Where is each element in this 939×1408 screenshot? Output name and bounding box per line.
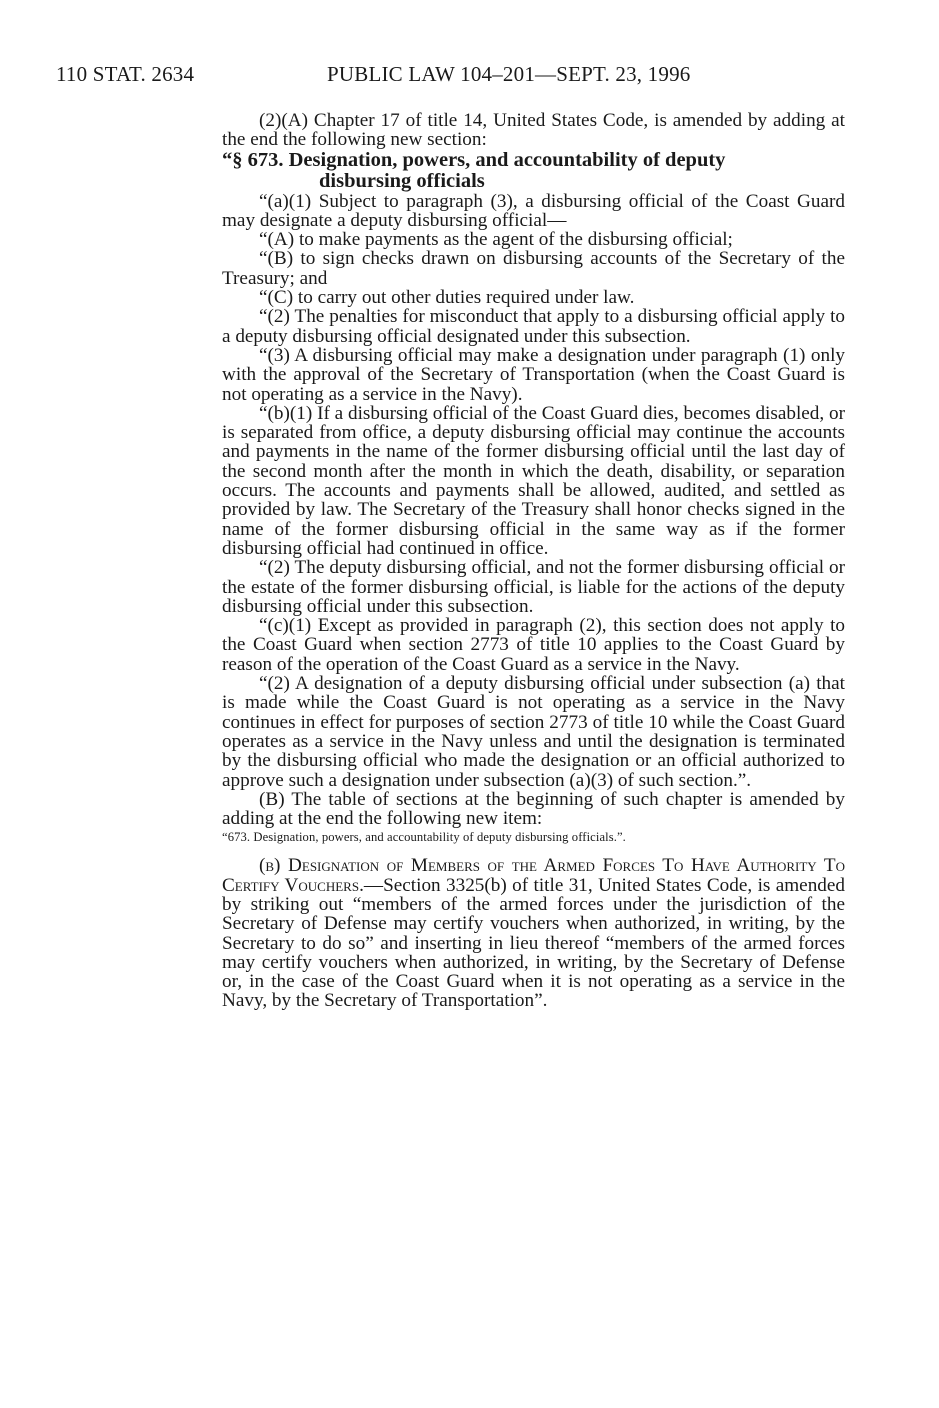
- paragraph-a1-A: “(A) to make payments as the agent of the disbursing official;: [259, 229, 733, 251]
- paragraph-a3: “(3) A disbursing official may make a designation under paragraph (1) only with the approval of the Secretary of Transportation (when the Coast Guard is not operating as a service in the Navy).: [222, 344, 845, 405]
- paragraph-a1-B: “(B) to sign checks drawn on disbursing accounts of the Secretary of the Treasury; and: [222, 248, 845, 289]
- section-heading-line1: “§ 673. Designation, powers, and accountability of deputy: [222, 148, 726, 171]
- paragraph-a1: “(a)(1) Subject to paragraph (3), a disbursing official of the Coast Guard may designate a deputy disbursing official—: [222, 190, 845, 231]
- section-heading: [222, 150, 845, 192]
- paragraph-a1-C: “(C) to carry out other duties required under law.: [259, 287, 635, 309]
- paragraph-b1: “(b)(1) If a disbursing official of the Coast Guard dies, becomes disabled, or is separated from office, a deputy disbursing official may continue the accounts and payments in the name of the former disbursing official until the last day of the second month after the month in which the death, disability, or separation occurs. The accounts and payments shall be allowed, audited, and settled as provided by law. The Secretary of the Treasury shall honor checks signed in the name of the former disbursing official in the same way as if the former disbursing official had continued in office.: [222, 402, 845, 559]
- subsection-heading: (b) Designation of Members of the Armed Forces To Have Authority To Certify Vouchers.: [222, 855, 845, 896]
- paragraph-c1: “(c)(1) Except as provided in paragraph (2), this section does not apply to the Coast Guard when section 2773 of title 10 applies to the Coast Guard by reason of the operation of the Coast Guard as a service in the Navy.: [222, 615, 845, 675]
- law-reference: PUBLIC LAW 104–201—SEPT. 23, 1996: [327, 62, 691, 86]
- paragraph-a2: “(2) The penalties for misconduct that apply to a disbursing official apply to a deputy disbursing official designated under this subsection.: [222, 306, 845, 347]
- document-body: [222, 111, 845, 1011]
- subsection-text: —Section 3325(b) of title 31, United States Code, is amended by striking out “members of the armed forces under the jurisdiction of the Secretary of Defense may certify vouchers when authorized, in writing, by the Secretary to do so” and inserting in lieu thereof “members of the armed forces may certify vouchers when authorized, in writing, by the Secretary of Defense or, in the case of the Coast Guard when it is not operating as a service in the Navy, by the Secretary of Transportation”.: [222, 874, 845, 1012]
- paragraph-b2: “(2) The deputy disbursing official, and not the former disbursing official or the estate of the former disbursing official, is liable for the actions of the deputy disbursing official under this subsection.: [222, 557, 845, 617]
- table-of-sections-item: “673. Designation, powers, and accountability of deputy disbursing officials.”.: [222, 830, 626, 845]
- paragraph-intro: (2)(A) Chapter 17 of title 14, United States Code, is amended by adding at the end the following new section:: [222, 110, 845, 151]
- section-heading-line2: disbursing officials: [319, 169, 485, 192]
- paragraph-c2: “(2) A designation of a deputy disbursing official under subsection (a) that is made while the Coast Guard is not operating as a service in the Navy continues in effect for purposes of section 2773 of title 10 while the Coast Guard operates as a service in the Navy unless and until the designation is terminated by the disbursing official who made the designation or an official authorized to approve such a designation under subsection (a)(3) of such section.”.: [222, 673, 845, 791]
- page-reference: 110 STAT. 2634: [56, 62, 195, 86]
- paragraph-B: (B) The table of sections at the beginning of such chapter is amended by adding at the end the following new item:: [222, 788, 845, 830]
- paragraph-b-vouchers: [222, 856, 845, 1010]
